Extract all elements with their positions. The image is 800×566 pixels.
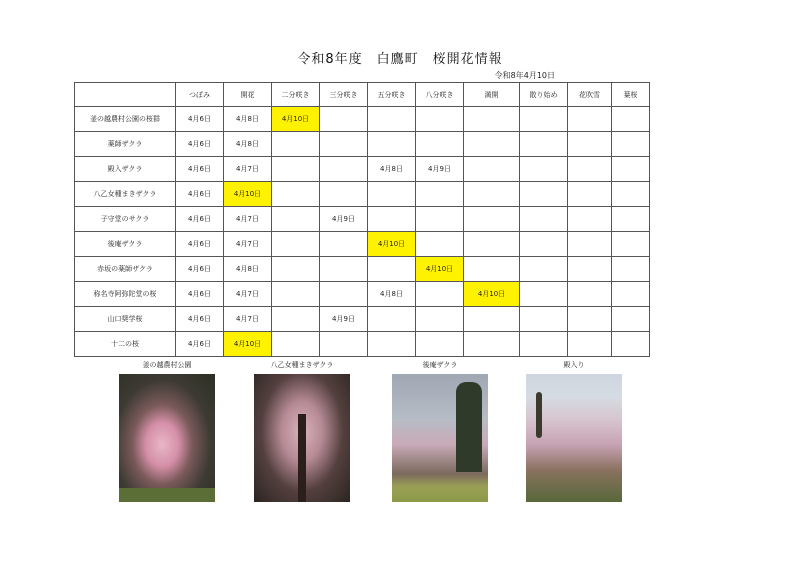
date-cell <box>612 257 650 282</box>
date-cell: 4月10日 <box>224 182 272 207</box>
date-cell <box>272 232 320 257</box>
date-cell <box>320 332 368 357</box>
date-cell <box>464 257 520 282</box>
date-cell: 4月10日 <box>368 232 416 257</box>
photo-caption: 釜の越農村公園 <box>142 361 192 369</box>
date-cell <box>520 232 568 257</box>
cherry-blossom-photo <box>392 374 488 502</box>
date-cell <box>272 282 320 307</box>
date-cell: 4月10日 <box>224 332 272 357</box>
cherry-blossom-photo <box>526 374 622 502</box>
date-cell <box>272 257 320 282</box>
tree-name-cell: 後庵ザクラ <box>75 232 176 257</box>
date-cell <box>568 207 612 232</box>
date-cell: 4月8日 <box>368 157 416 182</box>
date-cell <box>272 182 320 207</box>
date-cell <box>520 257 568 282</box>
tree-name-cell: 釜の越農村公園の桜群 <box>75 107 176 132</box>
photo-caption: 殿入り <box>563 361 585 369</box>
date-cell: 4月6日 <box>176 107 224 132</box>
cherry-blossom-photo <box>119 374 215 502</box>
date-cell <box>320 182 368 207</box>
bloom-status-table <box>74 82 650 357</box>
date-cell: 4月6日 <box>176 232 224 257</box>
date-cell <box>464 232 520 257</box>
date-cell <box>568 132 612 157</box>
table-row <box>75 307 650 332</box>
date-cell: 4月9日 <box>320 307 368 332</box>
date-cell <box>520 307 568 332</box>
date-cell <box>568 332 612 357</box>
date-cell <box>320 232 368 257</box>
tree-name-cell: 山口奨学桜 <box>75 307 176 332</box>
date-cell: 4月7日 <box>224 157 272 182</box>
date-cell <box>368 132 416 157</box>
date-cell <box>568 282 612 307</box>
date-cell <box>368 307 416 332</box>
table-row <box>75 182 650 207</box>
date-cell <box>568 257 612 282</box>
header-cell <box>75 83 176 107</box>
date-cell <box>612 232 650 257</box>
date-cell <box>416 132 464 157</box>
table-row <box>75 107 650 132</box>
photo-caption: 八乙女種まきザクラ <box>270 361 334 369</box>
header-cell: 八分咲き <box>416 83 464 107</box>
tree-name-cell: 八乙女種まきザクラ <box>75 182 176 207</box>
date-cell <box>464 107 520 132</box>
date-cell: 4月8日 <box>224 107 272 132</box>
date-cell: 4月6日 <box>176 132 224 157</box>
report-date: 令和8年4月10日 <box>494 71 555 80</box>
date-cell: 4月9日 <box>320 207 368 232</box>
date-cell <box>272 307 320 332</box>
date-cell: 4月8日 <box>368 282 416 307</box>
date-cell: 4月6日 <box>176 257 224 282</box>
date-cell <box>320 257 368 282</box>
date-cell: 4月8日 <box>224 257 272 282</box>
date-cell <box>520 207 568 232</box>
date-cell <box>320 132 368 157</box>
table-header-row <box>75 83 650 107</box>
date-cell <box>272 132 320 157</box>
table-row <box>75 332 650 357</box>
date-cell <box>416 332 464 357</box>
date-cell: 4月7日 <box>224 282 272 307</box>
date-cell <box>416 232 464 257</box>
date-cell <box>416 182 464 207</box>
date-cell <box>612 207 650 232</box>
date-cell <box>464 157 520 182</box>
date-cell: 4月7日 <box>224 207 272 232</box>
date-cell <box>272 157 320 182</box>
date-cell <box>368 182 416 207</box>
table-row <box>75 282 650 307</box>
photo-block-kamanokoshi <box>119 360 215 502</box>
date-cell <box>368 207 416 232</box>
date-cell <box>612 132 650 157</box>
date-cell <box>612 182 650 207</box>
header-cell: 散り始め <box>520 83 568 107</box>
date-cell <box>568 107 612 132</box>
date-cell <box>416 107 464 132</box>
date-cell <box>416 307 464 332</box>
date-cell <box>368 332 416 357</box>
tree-name-cell: 殿入ザクラ <box>75 157 176 182</box>
date-cell: 4月9日 <box>416 157 464 182</box>
date-cell <box>320 157 368 182</box>
date-cell <box>520 107 568 132</box>
date-cell <box>612 282 650 307</box>
date-cell <box>612 332 650 357</box>
table-row <box>75 232 650 257</box>
date-cell: 4月8日 <box>224 132 272 157</box>
date-cell: 4月10日 <box>416 257 464 282</box>
date-cell: 4月10日 <box>464 282 520 307</box>
tree-name-cell: 十二の桜 <box>75 332 176 357</box>
date-cell: 4月6日 <box>176 282 224 307</box>
date-cell <box>464 307 520 332</box>
date-cell <box>320 107 368 132</box>
date-cell: 4月6日 <box>176 307 224 332</box>
date-cell: 4月6日 <box>176 332 224 357</box>
date-cell <box>612 157 650 182</box>
date-cell <box>368 107 416 132</box>
date-cell <box>568 182 612 207</box>
header-cell: 満開 <box>464 83 520 107</box>
tree-name-cell: 称名寺阿弥陀堂の桜 <box>75 282 176 307</box>
date-cell <box>464 207 520 232</box>
header-cell: つぼみ <box>176 83 224 107</box>
date-cell <box>520 132 568 157</box>
date-cell: 4月7日 <box>224 232 272 257</box>
date-cell <box>368 257 416 282</box>
date-cell <box>272 332 320 357</box>
header-cell: 二分咲き <box>272 83 320 107</box>
date-cell <box>464 332 520 357</box>
date-cell <box>612 107 650 132</box>
date-cell <box>464 132 520 157</box>
header-cell: 開花 <box>224 83 272 107</box>
table-row <box>75 207 650 232</box>
photo-block-goan <box>392 360 488 502</box>
photo-block-tonoiri <box>526 360 622 502</box>
photo-block-yaotome <box>254 360 350 502</box>
date-cell <box>612 307 650 332</box>
date-cell <box>416 282 464 307</box>
header-cell: 三分咲き <box>320 83 368 107</box>
header-cell: 葉桜 <box>612 83 650 107</box>
date-cell: 4月10日 <box>272 107 320 132</box>
date-cell: 4月6日 <box>176 182 224 207</box>
date-cell <box>272 207 320 232</box>
date-cell <box>520 282 568 307</box>
tree-name-cell: 赤坂の薬師ザクラ <box>75 257 176 282</box>
table-row <box>75 132 650 157</box>
date-cell <box>568 157 612 182</box>
date-cell: 4月7日 <box>224 307 272 332</box>
photo-caption: 後庵ザクラ <box>422 361 458 369</box>
date-cell <box>568 232 612 257</box>
date-cell <box>520 332 568 357</box>
date-cell <box>464 182 520 207</box>
date-cell <box>568 307 612 332</box>
date-cell: 4月6日 <box>176 207 224 232</box>
date-cell <box>416 207 464 232</box>
date-cell: 4月6日 <box>176 157 224 182</box>
page-title: 令和8年度 白鷹町 桜開花情報 <box>297 52 503 67</box>
table-row <box>75 257 650 282</box>
header-cell: 花吹雪 <box>568 83 612 107</box>
date-cell <box>520 182 568 207</box>
header-cell: 五分咲き <box>368 83 416 107</box>
date-cell <box>520 157 568 182</box>
cherry-blossom-photo <box>254 374 350 502</box>
tree-name-cell: 子守堂のサクラ <box>75 207 176 232</box>
tree-name-cell: 薬師ザクラ <box>75 132 176 157</box>
table-row <box>75 157 650 182</box>
date-cell <box>320 282 368 307</box>
